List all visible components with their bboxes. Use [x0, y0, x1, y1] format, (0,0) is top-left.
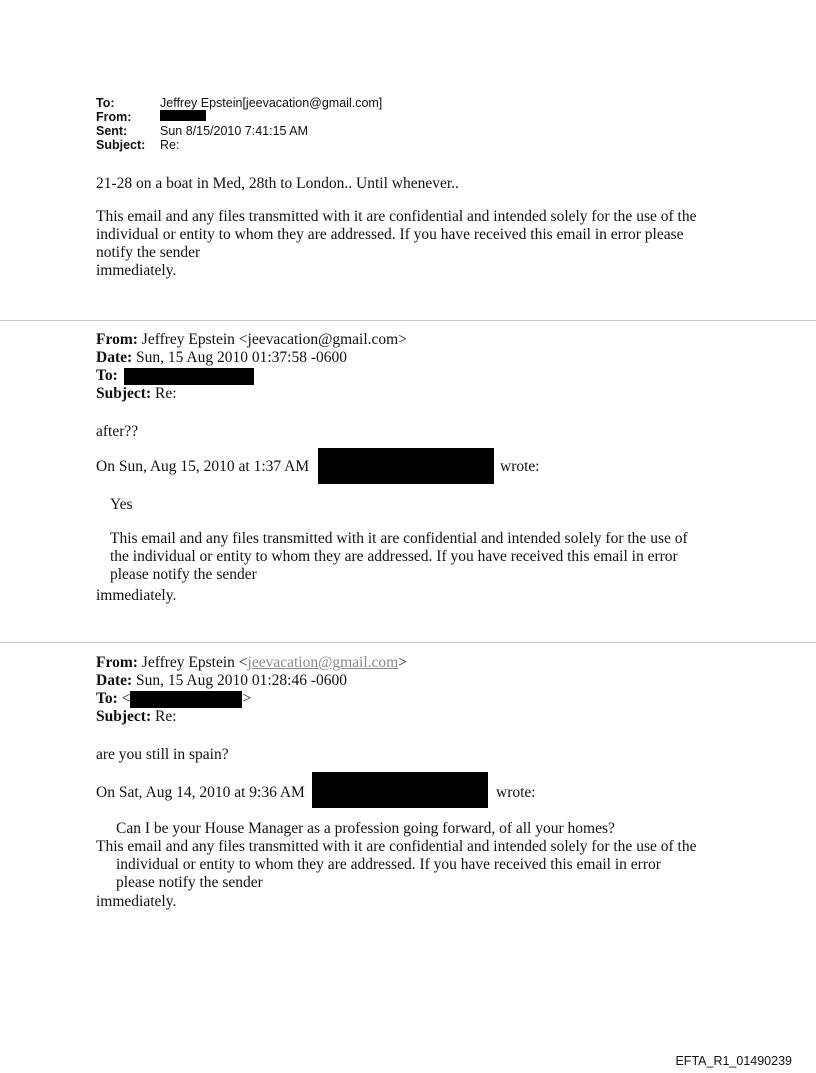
header-from-row — [96, 110, 382, 124]
reply1-disclaimer — [96, 208, 696, 280]
message3-to-open: < — [121, 690, 131, 707]
message2-subject-label: Subject: — [96, 385, 152, 402]
disclaimer-line: This email and any files transmitted with it are confidential and intended solely for the use of the — [96, 208, 697, 225]
message2-body: after?? — [96, 423, 139, 440]
message2-subject-value: Re: — [154, 385, 177, 402]
message2-date-label: Date: — [96, 349, 133, 366]
message3-from-row — [96, 654, 407, 672]
message3-disclaimer-indented — [116, 856, 661, 892]
message2-from-label: From: — [96, 331, 138, 348]
disclaimer-line: immediately. — [96, 262, 177, 279]
reply1-body: 21-28 on a boat in Med, 28th to London.. Until whenever.. — [96, 175, 459, 192]
document-id: EFTA_R1_01490239 — [675, 1054, 792, 1068]
message3-from-close: > — [398, 654, 407, 671]
header-sent-label: Sent: — [96, 124, 128, 138]
message2-date-value: Sun, 15 Aug 2010 01:37:58 -0600 — [136, 349, 348, 366]
message3-to-label: To: — [96, 690, 118, 707]
disclaimer-line: please notify the sender — [116, 874, 263, 891]
disclaimer-line: individual or entity to whom they are addressed. If you have received this email in error please — [96, 226, 684, 243]
message3-subject-row — [96, 708, 407, 726]
header-from-label: From: — [96, 110, 132, 124]
header-to-row — [96, 96, 382, 110]
email-header — [96, 96, 382, 152]
message3-date-label: Date: — [96, 672, 133, 689]
header-subject-row — [96, 138, 382, 152]
message2-quote-prefix: On Sun, Aug 15, 2010 at 1:37 AM — [96, 458, 310, 475]
redaction-box — [124, 368, 254, 385]
header-sent-value: Sun 8/15/2010 7:41:15 AM — [160, 124, 309, 138]
header-subject-label: Subject: — [96, 138, 146, 152]
message3-quote-prefix: On Sat, Aug 14, 2010 at 9:36 AM — [96, 784, 305, 801]
message3-subject-value: Re: — [154, 708, 177, 725]
message2-subject-row — [96, 385, 407, 403]
message2-date-row — [96, 349, 407, 367]
message2-to-row — [96, 367, 407, 385]
message2-quote-suffix: wrote: — [500, 458, 540, 475]
message3-header — [96, 654, 407, 726]
message2-tail: immediately. — [96, 587, 177, 604]
message3-date-value: Sun, 15 Aug 2010 01:28:46 -0600 — [136, 672, 348, 689]
header-to-value: Jeffrey Epstein[jeevacation@gmail.com] — [160, 96, 383, 110]
message2-to-label: To: — [96, 367, 118, 384]
message3-quote-suffix: wrote: — [496, 784, 536, 801]
message3-body: are you still in spain? — [96, 746, 229, 763]
message3-from-label: From: — [96, 654, 138, 671]
message2-quoted-body: Yes — [110, 496, 133, 513]
message3-subject-label: Subject: — [96, 708, 152, 725]
message3-date-row — [96, 672, 407, 690]
message3-from-name: Jeffrey Epstein < — [141, 654, 248, 671]
disclaimer-line: individual or entity to whom they are addressed. If you have received this email in error — [116, 856, 661, 873]
message2-header — [96, 331, 407, 403]
redaction-box — [160, 110, 206, 121]
header-to-label: To: — [96, 96, 115, 110]
redaction-box — [318, 448, 494, 484]
disclaimer-line: This email and any files transmitted with it are confidential and intended solely for the use of — [110, 530, 688, 547]
message3-quoted-body: Can I be your House Manager as a profession going forward, of all your homes? — [116, 820, 615, 837]
message2-from-value: Jeffrey Epstein <jeevacation@gmail.com> — [141, 331, 407, 348]
message3-disclaimer-line1: This email and any files transmitted with it are confidential and intended solely for the use of the — [96, 838, 697, 855]
separator-line — [0, 320, 816, 321]
separator-line — [0, 642, 816, 643]
message3-tail: immediately. — [96, 893, 177, 910]
redaction-box — [312, 772, 488, 808]
message2-from-row — [96, 331, 407, 349]
message3-to-close: > — [242, 690, 252, 707]
header-subject-value: Re: — [160, 138, 180, 152]
disclaimer-line: notify the sender — [96, 244, 201, 261]
redaction-box — [130, 691, 242, 708]
message2-quoted-disclaimer — [110, 530, 688, 584]
message3-from-email-link[interactable]: jeevacation@gmail.com — [247, 654, 399, 671]
disclaimer-line: please notify the sender — [110, 566, 257, 583]
message3-to-row — [96, 690, 407, 708]
header-sent-row — [96, 124, 382, 138]
disclaimer-line: the individual or entity to whom they are addressed. If you have received this email in error — [110, 548, 678, 565]
